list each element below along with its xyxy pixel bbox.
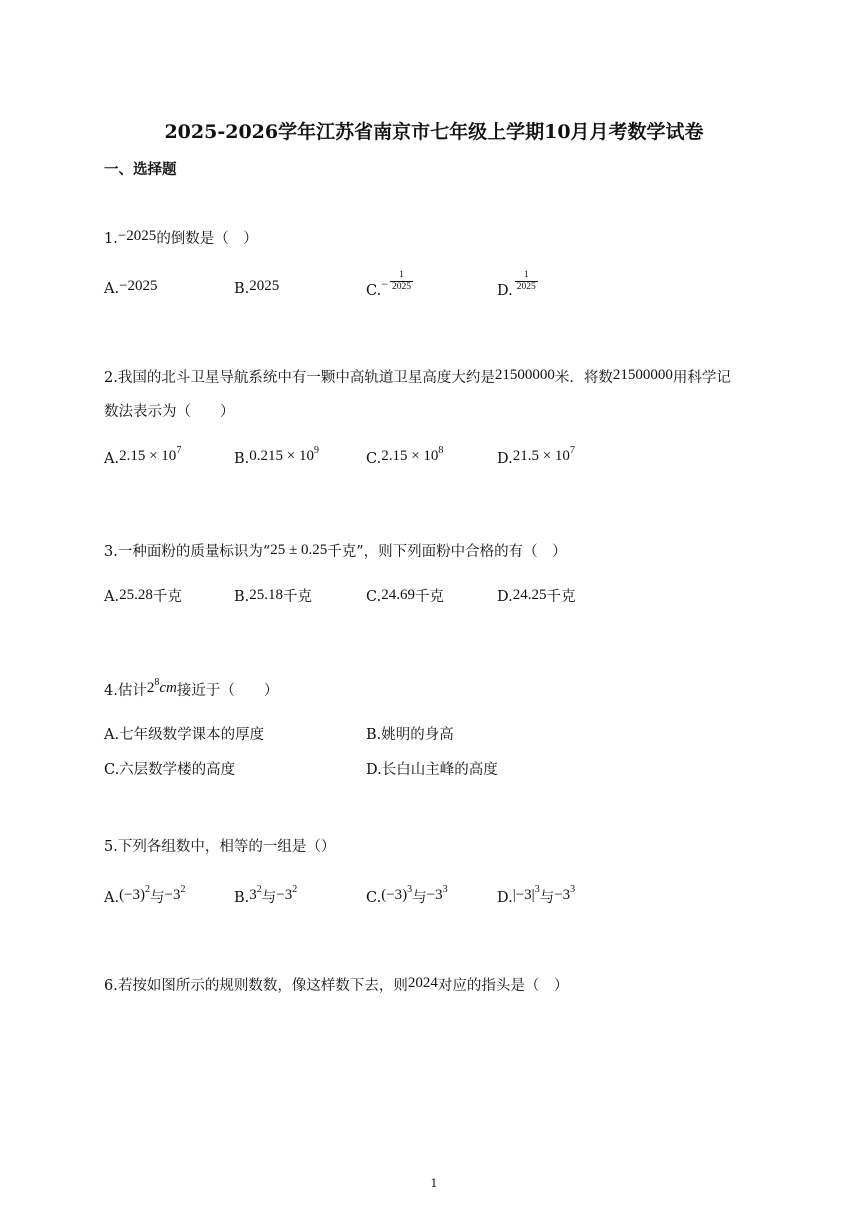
question-2 <box>104 366 731 387</box>
option-label: B. <box>234 890 250 906</box>
option-label: D. <box>497 282 513 299</box>
option-label: B. <box>234 451 250 467</box>
option-label: D. <box>497 589 513 605</box>
q1-number: 1. <box>104 231 118 247</box>
question-4 <box>104 679 278 700</box>
section-heading: 一、选择题 <box>104 161 177 178</box>
fraction <box>515 270 538 293</box>
q4-option-a: A.七年级数学课本的厚度 <box>104 727 265 743</box>
option-expr <box>554 884 576 903</box>
connector: 与 <box>261 890 277 906</box>
option-value <box>512 445 575 464</box>
option-label: A. <box>104 890 120 906</box>
option-expr <box>426 884 448 903</box>
exponent: 2 <box>292 884 298 895</box>
option-expr <box>249 884 262 903</box>
option-label: A. <box>104 281 120 297</box>
question-1 <box>104 227 258 248</box>
option-label: B. <box>234 589 250 605</box>
q3-option-a <box>104 585 182 606</box>
q4-expr <box>146 677 177 696</box>
fraction-denominator: 2025 <box>391 282 411 292</box>
option-expr <box>276 884 298 903</box>
q3-option-b <box>234 585 312 606</box>
expr-left: (−3) <box>381 887 408 903</box>
exponent: 3 <box>442 884 448 895</box>
question-5: 5.下列各组数中，相等的一组是（） <box>104 839 336 855</box>
q2-text: 米．将数 <box>554 370 613 386</box>
option-value: 24.25 <box>512 587 547 603</box>
exponent: 7 <box>569 445 575 456</box>
exponent: 7 <box>176 445 182 456</box>
option-value <box>119 445 182 464</box>
q2-option-c <box>366 445 444 468</box>
option-label: B. <box>234 281 250 297</box>
power-base: 21.5 × 10 <box>512 448 570 464</box>
option-value: 25.18 <box>249 587 284 603</box>
q3-expr: 25 ± 0.25 <box>270 542 328 558</box>
page-number: 1 <box>430 1177 438 1190</box>
option-expr <box>119 884 151 903</box>
exponent: 3 <box>534 884 540 895</box>
connector: 与 <box>412 890 427 906</box>
q5-option-c <box>366 886 448 907</box>
q5-option-a <box>104 886 186 907</box>
page-title: 2025-2026学年江苏省南京市七年级上学期10月月考数学试卷 <box>164 121 704 143</box>
exponent: 2 <box>256 884 262 895</box>
q6-text: 6.若按如图所示的规则数数，像这样数下去，则 <box>104 978 408 994</box>
question-3 <box>104 540 567 561</box>
q1-option-b <box>234 278 280 298</box>
exponent: 3 <box>407 884 413 895</box>
option-value: −2025 <box>119 278 158 294</box>
q2-option-a <box>104 445 182 468</box>
q2-option-d <box>497 445 575 468</box>
option-value: 25.28 <box>119 587 153 603</box>
q3-option-c <box>366 585 444 606</box>
fraction-numerator: 1 <box>399 270 404 280</box>
option-value: 2025 <box>249 278 280 294</box>
q2-text: 2.我国的北斗卫星导航系统中有一颗中高轨道卫星高度大约是 <box>104 370 495 386</box>
q4-text: 接近于（ ） <box>176 683 279 699</box>
option-label: D. <box>497 451 513 467</box>
q6-number: 2024 <box>407 975 438 991</box>
expr-left: (−3) <box>119 887 146 903</box>
option-unit: 千克 <box>283 589 313 605</box>
expr-left: 3 <box>249 887 257 903</box>
power-base: 0.215 × 10 <box>249 448 314 464</box>
expr-right: −3 <box>276 887 293 903</box>
option-label: A. <box>104 589 120 605</box>
option-unit: 千克 <box>546 589 576 605</box>
option-label: A. <box>104 451 120 467</box>
q5-option-b <box>234 886 297 907</box>
option-expr <box>381 884 413 903</box>
power-base: 2.15 × 10 <box>381 448 439 464</box>
q2-number: 21500000 <box>612 367 673 383</box>
option-value <box>381 445 444 464</box>
question-6 <box>104 974 568 995</box>
exponent: 9 <box>313 445 319 456</box>
q2-line-2: 数法表示为（ ） <box>104 404 235 420</box>
expr-left: |−3| <box>512 887 535 903</box>
connector: 与 <box>539 890 555 906</box>
fraction-sign: − <box>381 276 388 291</box>
q4-text: 4.估计 <box>104 683 147 699</box>
fraction-denominator: 2025 <box>516 282 536 292</box>
option-expr <box>512 884 540 903</box>
option-unit: 千克 <box>152 589 182 605</box>
exponent: 8 <box>154 677 160 688</box>
q3-text: 千克”，则下列面粉中合格的有（ ） <box>327 544 567 560</box>
option-label: C. <box>366 282 382 299</box>
q5-option-d <box>497 886 575 907</box>
option-label: C. <box>366 890 382 906</box>
q4-option-b: B.姚明的身高 <box>366 727 454 743</box>
option-expr <box>164 884 186 903</box>
exponent: 2 <box>180 884 186 895</box>
power-base: 2.15 × 10 <box>119 448 177 464</box>
q1-option-a <box>104 278 158 298</box>
fraction-numerator: 1 <box>523 270 529 280</box>
q4-option-c: C.六层数学楼的高度 <box>104 762 236 778</box>
exponent: 3 <box>570 884 576 895</box>
option-label: C. <box>366 451 382 467</box>
q4-option-d: D.长白山主峰的高度 <box>366 762 498 778</box>
expr-right: −3 <box>426 887 443 903</box>
q6-text: 对应的指头是（ ） <box>437 978 569 994</box>
power-base: 2 <box>146 680 155 696</box>
q1-option-c <box>366 270 413 299</box>
q3-text: 3.一种面粉的质量标识为“ <box>104 544 271 560</box>
connector: 与 <box>150 890 165 906</box>
exponent: 8 <box>438 445 444 456</box>
unit: cm <box>159 680 177 696</box>
q2-number: 21500000 <box>494 367 555 383</box>
q1-expr: −2025 <box>117 228 157 244</box>
option-value <box>249 445 319 464</box>
q2-text: 用科学记 <box>672 370 731 386</box>
q2-option-b <box>234 445 319 468</box>
option-label: C. <box>366 589 382 605</box>
option-label: D. <box>497 890 513 906</box>
option-value: 24.69 <box>381 587 415 603</box>
fraction <box>390 270 413 293</box>
expr-right: −3 <box>164 887 181 903</box>
exponent: 2 <box>145 884 151 895</box>
q1-option-d <box>497 270 538 299</box>
option-unit: 千克 <box>414 589 444 605</box>
expr-right: −3 <box>554 887 571 903</box>
q3-option-d <box>497 585 575 606</box>
q1-text: 的倒数是（ ） <box>156 231 258 247</box>
